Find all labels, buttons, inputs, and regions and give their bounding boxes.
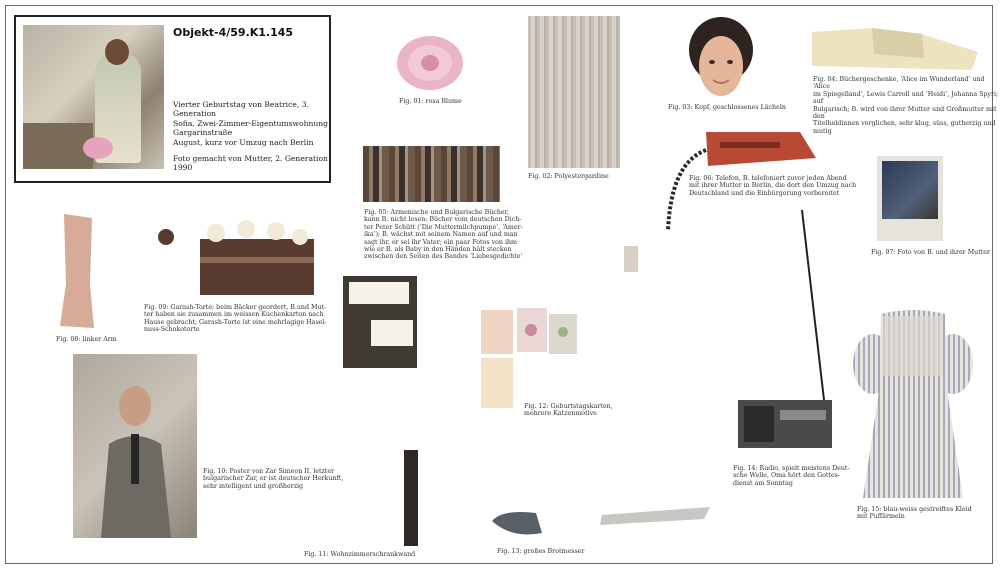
fig-03-caption: Fig. 03: Kopf, geschlossenes Lächeln [668,104,786,111]
fig-03-image [688,16,754,100]
fig-08-image [58,214,96,328]
fig-06-caption: Fig. 06: Telefon, B. telefoniert zuvor jeden Abend mit ihrer Mutter in Berlin, die dort den Umzug nach Deutschland und die Einbürgerung vorbereitet [689,175,857,197]
fig-12-caption: Fig. 12: Geburtstagskarten, mehrere Katzenmotive [524,403,613,418]
object-info-card [14,15,331,183]
radio-icon [736,210,834,450]
object-title: Objekt-4/59.K1.145 [173,26,294,39]
fig-11-image-bottom [404,450,418,546]
fig-10-caption: Fig. 10: Poster von Zar Simeon II, letzter bulgarischer Zar, er ist deutscher Herkunft, sehr intelligent und großherzig [203,468,344,490]
birthday-photo [23,25,164,169]
fig-09-image [136,217,316,295]
arm-icon [58,214,96,328]
fig-15-image [853,306,973,498]
object-description: Vierter Geburtstag von Beatrice, 3. Generation [173,100,309,119]
fig-07-caption: Fig. 07: Foto von B. und ihrer Mutter [871,249,990,256]
fig-13-caption: Fig. 13: großes Brotmesser [497,548,585,555]
fig-13-image [492,505,710,537]
fig-12-image [481,308,577,408]
portrait-icon [73,354,197,538]
cards-icon [481,308,577,408]
fig-08-caption: Fig. 08: linker Arm [56,336,117,343]
fig-02-caption: Fig. 02: Polyestergardine [528,173,609,180]
fig-02-image [528,16,620,168]
fragment [624,246,638,272]
fig-09-caption: Fig. 09: Garash-Torte; beim Bäcker geordert, B.und Mut- ter haben sie zusammen im weissen Kuchenkarton nach Hause gebracht; Garash-Torte ist eine mehrlagige Hasel- nuss-Schokotorte [144,304,327,334]
fig-14-image [736,210,834,450]
flower-icon [395,33,465,93]
fig-01-image [395,33,465,93]
fig-15-caption: Fig. 15: blau-weiss gestreiftes Kleid mit Puffärmeln [857,506,972,521]
fig-01-caption: Fig. 01: rosa Blume [399,98,462,105]
books-icon [812,28,978,70]
fig-05-image [363,146,500,202]
object-photo-credit: Foto gemacht von Mutter, 2. Generation 1990 [173,154,328,173]
dress-icon [853,306,973,498]
fig-05-caption: Fig. 05: Armenische und Bulgarische Bücher, kann B. nicht lesen; Bücher vom deutschen Dich- ter Peter Schütt (‘Die Muttermilchpumpe’, ‘Amer- ika’); B. wächst mit seinem Namen auf und man sagt ihr, er sei ihr Vater; ein paar Fotos von ihm wie er B. als Baby in den Händen hält stecken zwischen den Seiten des Bandes ‘Liebesgedichte’ [364,209,523,261]
fig-04-image [812,28,978,70]
fig-07-image [877,156,943,241]
head-icon [688,16,754,100]
knife-icon [492,505,710,537]
fig-11-image-top [343,276,417,368]
fig-11-caption: Fig. 11: Wohnzimmerschrankwand [304,551,416,558]
object-place: Sofia, Zwei-Zimmer-Eigentumswohnung Gargarinstraße August, kurz vor Umzug nach Berlin [173,119,329,147]
fig-14-caption: Fig. 14: Radio, spielt meistens Deut- sche Welle, Oma hört den Gottes- dienst am Sonntag [733,465,850,487]
fig-10-image [73,354,197,538]
cake-icon [136,217,316,295]
fig-04-caption: Fig. 04: Büchergeschenke, ‘Alice im Wunderland’ und ‘Alice im Spiegelland’, Lewis Carroll und ‘Heidi’, Johanna Spyri; auf Bulgarisch; B. wird von ihrer Mutter und Großmutter mit den Titelheldinnen verglichen, sehr klug, süss, gutherzig und mutig [813,76,999,135]
